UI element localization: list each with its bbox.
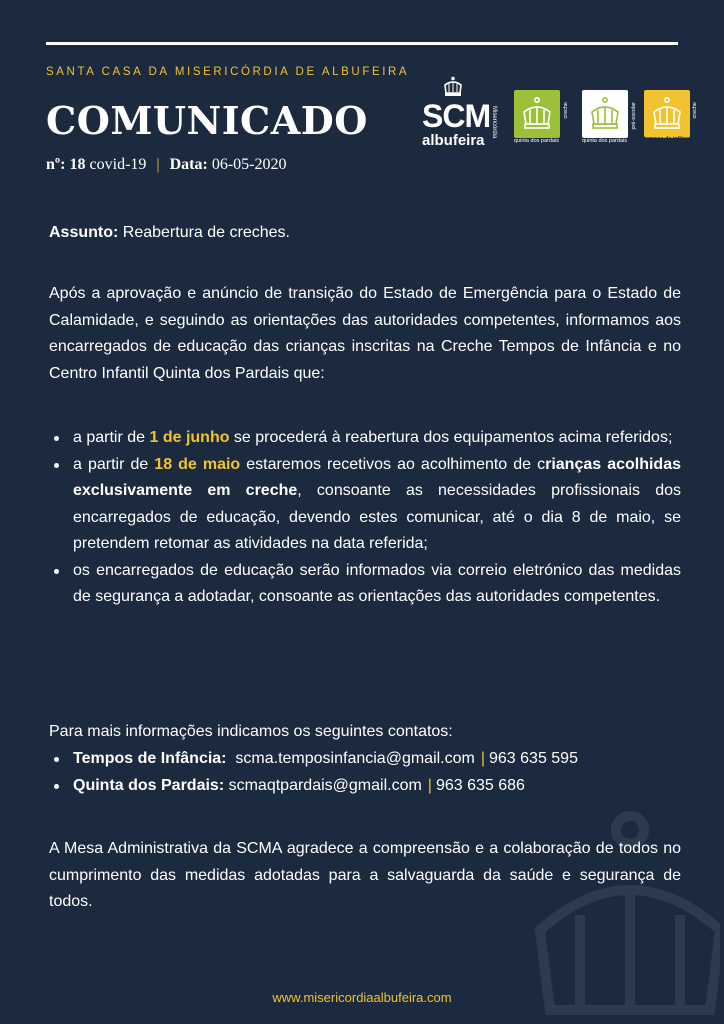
contact-separator: | (427, 776, 432, 794)
tempos-infancia-logo (644, 90, 690, 138)
contact-phone[interactable]: 963 635 686 (435, 776, 525, 794)
contacts-list (49, 746, 681, 799)
bullet1-pre: a partir de (73, 429, 150, 446)
bullet1-post: se procederá à reabertura dos equipamentos acima referidos; (229, 429, 673, 446)
bullet2-post: , consoante as necessidades profissionais dos encarregados de educação, devendo estes comunicar, até o dia 8 de maio, se pretendem retomar as atividades na data referida; (73, 482, 681, 552)
list-item (49, 558, 681, 611)
quinta-preescolar-logo (582, 90, 628, 138)
subject-label: Assunto: (49, 224, 119, 241)
quinta-creche-logo (514, 90, 560, 138)
list-item (49, 425, 681, 452)
contact-item (49, 773, 681, 800)
page-title: COMUNICADO (46, 98, 368, 143)
highlight-date-may: 18 de maio (154, 455, 241, 473)
intro-paragraph: Após a aprovação e anúncio de transição do Estado de Emergência para o Estado de Calamidade, e seguindo as orientações das autoridades competentes, informamos aos encarregados de educação das crianças inscritas na Creche Tempos de Infância e no Centro Infantil Quinta dos Pardais que: (49, 285, 681, 382)
top-rule (46, 42, 678, 45)
org-name: SANTA CASA DA MISERICÓRDIA DE ALBUFEIRA (46, 66, 410, 78)
number-label: nº: (46, 156, 66, 173)
measures-list (49, 425, 681, 611)
number-suffix: covid-19 (89, 156, 147, 173)
footer-website[interactable]: www.misericordiaalbufeira.com (272, 990, 452, 1005)
date-label: Data: (169, 156, 208, 173)
closing-paragraph: A Mesa Administrativa da SCMA agradece a compreensão e a colaboração de todos no cumprimento das medidas adotadas para a salvaguarda da saúde e segurança de todos. (49, 840, 681, 910)
bullet2-bold: rianças acolhidas exclusivamente em creche (73, 455, 682, 499)
contact-email[interactable]: scma.temposinfancia@gmail.com (235, 750, 475, 767)
contact-separator: | (480, 750, 485, 767)
communique-meta (46, 156, 286, 174)
scm-logo (420, 76, 510, 152)
date-value: 06-05-2020 (211, 156, 287, 173)
quinta-preescolar-vertical: pré-escolar (631, 102, 637, 130)
list-item (49, 452, 681, 558)
crown-icon (582, 90, 628, 138)
bullet2-mid: estaremos recetivos ao acolhimento de c (240, 455, 546, 473)
meta-separator: | (156, 156, 160, 173)
scm-logo-text: SCM (422, 98, 491, 134)
quinta-preescolar-label: quinta dos pardais (582, 138, 627, 144)
contacts-intro: Para mais informações indicamos os seguintes contatos: (49, 723, 453, 740)
tempos-infancia-vertical: creche (692, 102, 698, 119)
contact-email[interactable]: scmaqtpardais@gmail.com (228, 776, 422, 794)
logo-strip (418, 76, 698, 156)
tempos-infancia-label: tempos de infância (644, 136, 694, 142)
scm-logo-vertical: Misericórdia (491, 106, 497, 139)
number-value: 18 (69, 156, 86, 173)
contact-item (49, 746, 681, 773)
quinta-creche-label: quinta dos pardais (514, 138, 559, 144)
bullet3-text: os encarregados de educação serão informados via correio eletrónico das medidas de segurança a adotadar, consoante as orientações das autoridades competentes. (73, 561, 681, 605)
crown-icon (644, 90, 690, 138)
contact-name: Tempos de Infância: (73, 750, 227, 767)
crown-icon (442, 76, 464, 98)
quinta-creche-vertical: creche (563, 102, 569, 119)
contact-phone[interactable]: 963 635 595 (489, 750, 578, 767)
subject-text: Reabertura de creches. (118, 224, 290, 241)
scm-logo-subtext: albufeira (422, 132, 485, 149)
subject-line (49, 220, 681, 247)
crown-icon (514, 90, 560, 138)
contact-name: Quinta dos Pardais: (73, 776, 225, 794)
highlight-date-june: 1 de junho (149, 429, 230, 446)
bullet2-pre: a partir de (73, 455, 155, 473)
